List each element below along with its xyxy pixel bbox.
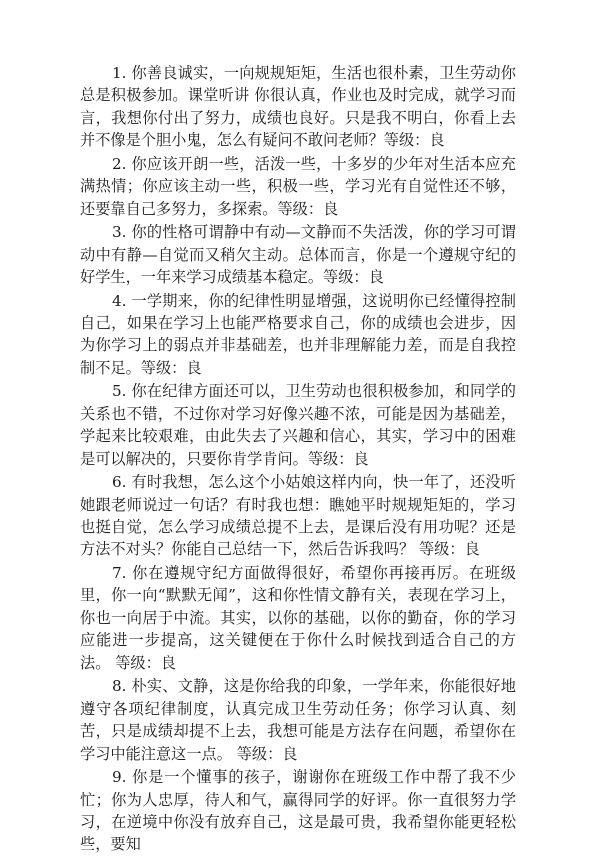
comment-paragraph-7: 7. 你在遵规守纪方面做得很好，希望你再接再厉。在班级里，你一向“默默无闻”，这和你性情文静有关，表现在学习上，你也一向居于中流。其实，以你的基础，以你的勤奋，你的学习应能进一步提高，这关键便在于你什么时候找到适合自己的方法。 等级：良 <box>80 564 516 672</box>
document-body <box>80 62 516 857</box>
comment-paragraph-1: 1. 你善良诚实，一向规规矩矩，生活也很朴素，卫生劳动你总是积极参加。课堂听讲 你很认真，作业也及时完成，就学习而言，我想你付出了努力，成绩也良好。只是我不明白，你看上去并不像是个胆小鬼，怎么有疑问不敢问老师？等级：良 <box>80 64 516 150</box>
comment-paragraph-3: 3. 你的性格可谓静中有动—文静而不失活泼，你的学习可谓动中有静—自觉而又稍欠主动。总体而言，你是一个遵规守纪的好学生，一年来学习成绩基本稳定。等级：良 <box>80 223 516 287</box>
comment-paragraph-8: 8. 朴实、文静，这是你给我的印象，一学年来，你能很好地遵守各项纪律制度，认真完成卫生劳动任务；你学习认真、刻苦，只是成绩却提不上去，我想可能是方法存在问题，希望你在学习中能注意这一点。 等级：良 <box>80 677 516 763</box>
comment-paragraph-4: 4. 一学期来，你的纪律性明显增强，这说明你已经懂得控制自己，如果在学习上也能严格要求自己，你的成绩也会进步，因为你学习上的弱点并非基础差，也并非理解能力差，而是自我控制不足。等级：良 <box>80 291 516 377</box>
comment-paragraph-2: 2. 你应该开朗一些，活泼一些，十多岁的少年对生活本应充满热情；你应该主动一些，积极一些，学习光有自觉性还不够，还要靠自己多努力，多探索。等级：良 <box>80 154 516 218</box>
comment-paragraph-9: 9. 你是一个懂事的孩子，谢谢你在班级工作中帮了我不少忙；你为人忠厚，待人和气，赢得同学的好评。你一直很努力学习，在逆境中你没有放弃自己，这是最可贵，我希望你能更轻松些，要知 <box>80 768 516 854</box>
comment-paragraph-5: 5. 你在纪律方面还可以，卫生劳动也很积极参加，和同学的关系也不错，不过你对学习好像兴趣不浓，可能是因为基础差，学起来比较艰难，由此失去了兴趣和信心，其实，学习中的困难是可以解决的，只要你肯学肯问。等级：良 <box>80 382 516 468</box>
comment-paragraph-6: 6. 有时我想，怎么这个小姑娘这样内向，快一年了，还没听她跟老师说过一句话？有时我也想：瞧她平时规规矩矩的，学习也挺自觉，怎么学习成绩总提不上去，是课后没有用功呢？还是方法不对头？你能自己总结一下，然后告诉我吗？ 等级：良 <box>80 473 516 559</box>
